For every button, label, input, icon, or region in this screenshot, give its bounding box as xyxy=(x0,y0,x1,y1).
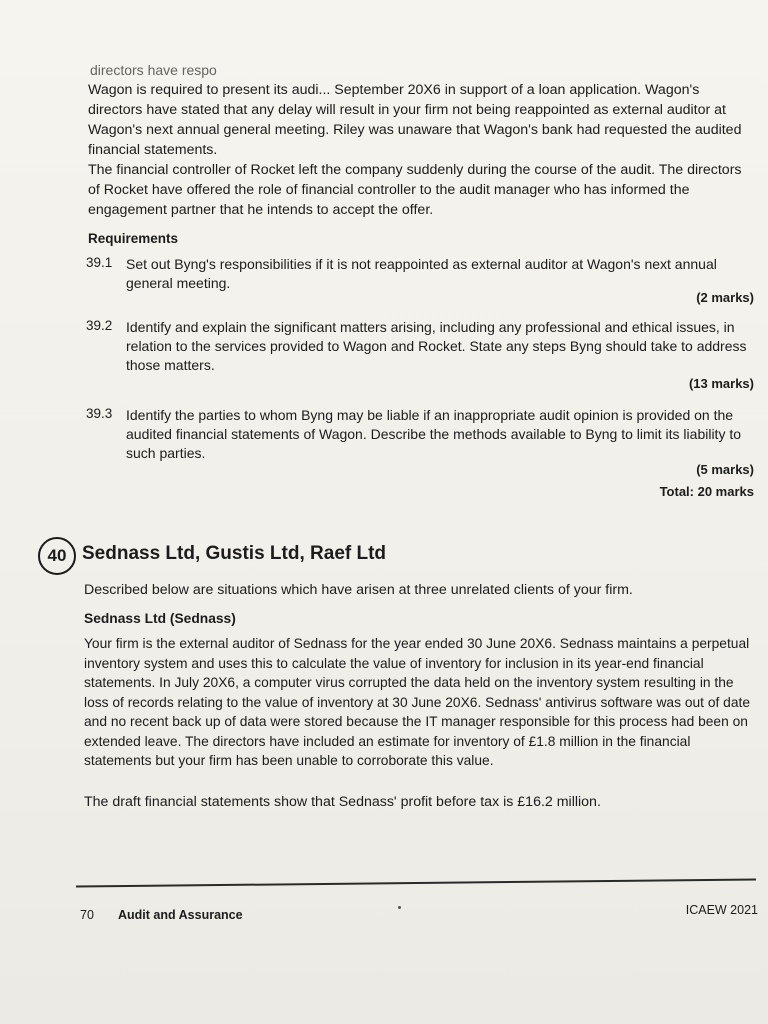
sednass-paragraph-2: The draft financial statements show that Sednass' profit before tax is £16.2 million. xyxy=(84,794,601,810)
requirement-number: 39.3 xyxy=(86,406,113,421)
requirement-text: Set out Byng's responsibilities if it is not reappointed as external auditor at Wagon's next annual general meeting. xyxy=(126,256,717,291)
footer-book-title: Audit and Assurance xyxy=(118,908,243,922)
footer-page-number: 70 xyxy=(80,908,94,922)
total-marks: Total: 20 marks xyxy=(659,484,754,499)
footer-rule xyxy=(76,878,756,887)
requirement-39-1 xyxy=(86,255,756,293)
speck xyxy=(398,906,401,909)
intro-paragraph-1: Wagon is required to present its audi... September 20X6 in support of a loan application. Wagon's directors have stated that any delay will result in your firm not being reappointed as external auditor at Wagon's next annual general meeting. Riley was unaware that Wagon's bank had requested the audited financial statements. xyxy=(88,82,742,158)
requirement-marks: (2 marks) xyxy=(696,290,754,305)
requirement-marks: (13 marks) xyxy=(688,376,754,391)
footer-brand: ICAEW 2021 xyxy=(685,903,758,917)
question-title: Sednass Ltd, Gustis Ltd, Raef Ltd xyxy=(82,543,387,564)
question-number-badge: 40 xyxy=(38,537,76,575)
intro-paragraph-2: The financial controller of Rocket left the company suddenly during the course of the audit. The directors of Rocket have offered the role of financial controller to the audit manager who has informed the engagement partner that he intends to accept the offer. xyxy=(88,162,742,218)
question-intro: Described below are situations which have arisen at three unrelated clients of your firm. xyxy=(84,582,633,598)
client-subheading: Sednass Ltd (Sednass) xyxy=(84,611,236,626)
requirements-heading: Requirements xyxy=(88,231,179,246)
requirement-39-3 xyxy=(86,406,756,463)
sednass-paragraph-1: Your firm is the external auditor of Sednass for the year ended 30 June 20X6. Sednass maintains a perpetual inventory system and uses this to calculate the value of inventory for inclusion in its year-end financial statements. In July 20X6, a computer virus corrupted the data held on the inventory system resulting in the loss of records relating to the value of inventory at 30 June 20X6. Sednass' antivirus software was out of date and no recent back up of data were stored because the IT manager responsible for this process had been on extended leave. The directors have included an estimate for inventory of £1.8 million in the financial statements but your firm has been unable to corroborate this value. xyxy=(84,636,751,768)
requirement-text: Identify and explain the significant matters arising, including any professional and ethical issues, in relation to the services provided to Wagon and Rocket. State any steps Byng should take to address those matters. xyxy=(126,319,747,373)
requirement-number: 39.1 xyxy=(86,255,113,270)
requirement-text: Identify the parties to whom Byng may be liable if an inappropriate audit opinion is provided on the audited financial statements of Wagon. Describe the methods available to Byng to limit its liability to such parties. xyxy=(126,407,742,461)
torn-top-line: directors have respo xyxy=(90,62,217,78)
requirement-39-2 xyxy=(86,318,756,375)
requirement-marks: (5 marks) xyxy=(696,462,754,477)
requirement-number: 39.2 xyxy=(86,318,113,333)
